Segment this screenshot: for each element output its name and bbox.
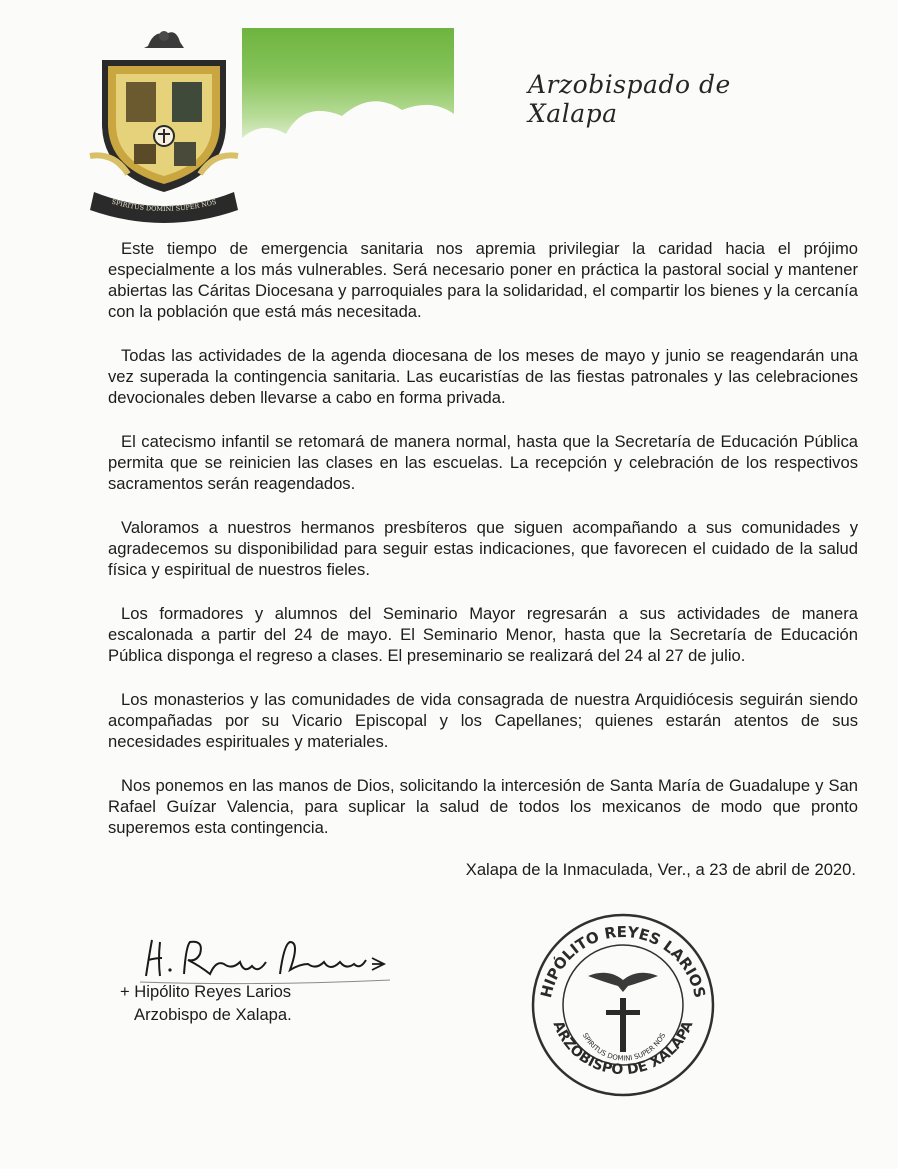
seal-top-text: HIPÓLITO REYES LARIOS: [537, 922, 709, 1000]
seal-bottom-text: ARZOBISPO DE XALAPA: [549, 1018, 697, 1079]
paragraph-monasteries: Los monasterios y las comunidades de vida consagrada de nuestra Arquidiócesis seguirán siendo acompañadas por su Vicario Episcopal y los Capellanes; quienes estarán atentos de sus necesidades espirituales y materiales.: [108, 690, 858, 751]
paragraph-seminary: Los formadores y alumnos del Seminario Mayor regresarán a sus actividades de manera escalonada a partir del 24 de mayo. El Seminario Menor, hasta que la Secretaría de Educación Pública disponga el regreso a clases. El preseminario se realizará del 24 al 27 de julio.: [108, 604, 858, 665]
seal-inner-motto: SPIRITUS DOMINI SUPER NOS: [580, 1031, 668, 1063]
archbishop-seal-stamp: [528, 910, 718, 1100]
paragraph-catechism: El catecismo infantil se retomará de manera normal, hasta que la Secretaría de Educación Pública permita que se reinicien las clases en las escuelas. La recepción y celebración de los respectivos sacramentos serán reagendados.: [108, 432, 858, 493]
coat-of-arms-motto: SPIRITUS DOMINI SUPER NOS: [110, 197, 218, 214]
handwritten-signature: [140, 930, 390, 990]
header-cloud-shape: [242, 80, 454, 160]
coat-of-arms-logo: [84, 24, 244, 224]
date-line: Xalapa de la Inmaculada, Ver., a 23 de abril de 2020.: [465, 860, 856, 879]
signer-title: Arzobispo de Xalapa.: [134, 1005, 292, 1024]
letter-body: [108, 238, 858, 861]
paragraph-presbyters: Valoramos a nuestros hermanos presbíteros que siguen acompañando a sus comunidades y agradecemos su disponibilidad para seguir estas indicaciones, que favorecen el cuidado de la salud física y espiritual de nuestros fieles.: [108, 518, 858, 579]
paragraph-prayer: Nos ponemos en las manos de Dios, solicitando la intercesión de Santa María de Guadalupe y San Rafael Guízar Valencia, para suplicar la salud de todos los mexicanos de modo que pronto superemos esta contingencia.: [108, 776, 858, 837]
signer-name: + Hipólito Reyes Larios: [120, 982, 292, 1001]
paragraph-agenda: Todas las actividades de la agenda diocesana de los meses de mayo y junio se reagendarán una vez superada la contingencia sanitaria. Las eucaristías de las fiestas patronales y las celebraciones devocionales deben llevarse a cabo en forma privada.: [108, 346, 858, 407]
paragraph-charity: Este tiempo de emergencia sanitaria nos apremia privilegiar la caridad hacia el prójimo especialmente a los más vulnerables. Será necesario poner en práctica la pastoral social y mantener abiertas las Cáritas Diocesana y parroquiales para la solidaridad, el compartir los bienes y la cercanía con la población que está más necesitada.: [108, 239, 858, 321]
letterhead-title: Arzobispado de Xalapa: [528, 70, 731, 128]
